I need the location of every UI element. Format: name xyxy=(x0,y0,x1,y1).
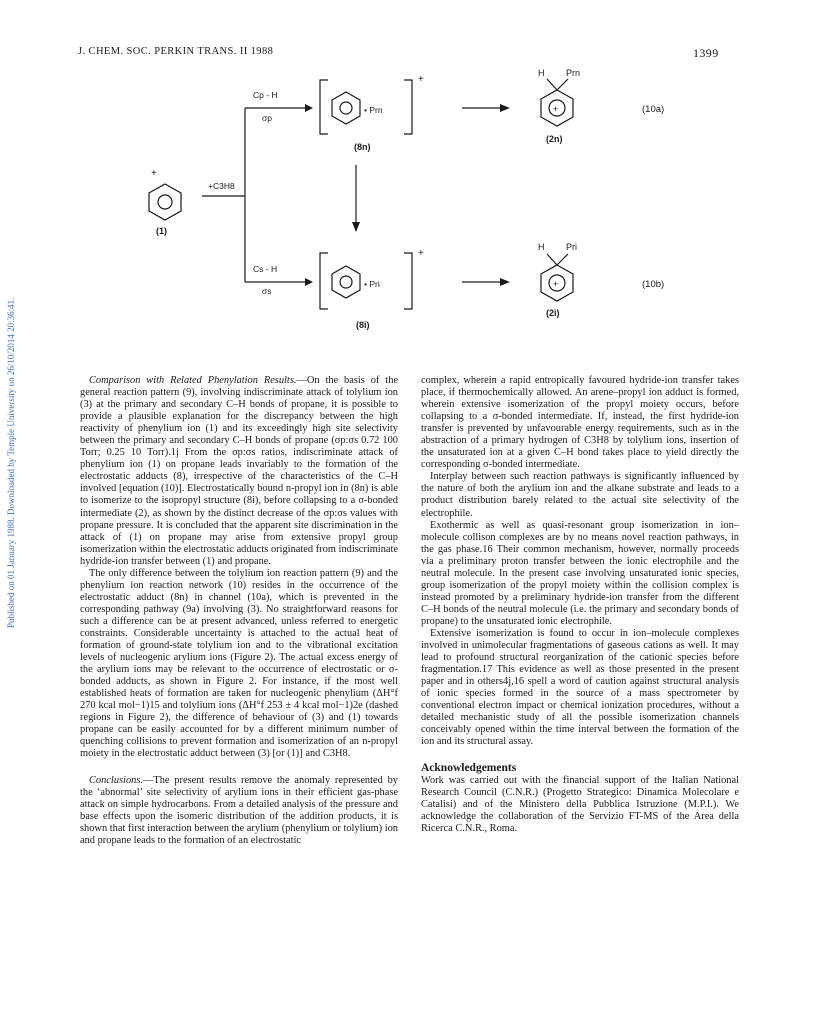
right-column xyxy=(421,375,739,835)
conclusions-heading: Conclusions. xyxy=(89,774,143,786)
isomerization-paragraph: Extensive isomerization is found to occur in ion–molecule complexes involved in unimolecular fragmentations of gaseous cations as well. It may lead to profound structural reorganization of the cationic species before fragmentation.17 This evidence as well as those presented in the present paper and in others4j,16 spell a word of caution against structural analysis of ionic species formed in the source of a mass spectrometer by conventional electron impact or chemical ionization procedures, without a detailed mechanistic study of all the possible isomerization channels conceivably opened within the time interval between the formation of the ion and its structural assay. xyxy=(421,627,739,748)
journal-header: J. CHEM. SOC. PERKIN TRANS. II 1988 xyxy=(78,46,274,57)
phenylium-ring xyxy=(149,184,181,220)
lower-arrow-top-label: Cs - H xyxy=(253,264,278,274)
adduct-8i-substituent: • Pri xyxy=(364,279,380,289)
reaction-scheme xyxy=(0,0,816,350)
complex-paragraph: complex, wherein a rapid entropically favoured hydride-ion transfer takes place, if thermochemically allowed. An arene–propyl ion adduct is formed, wherein extensive isomerization of the propyl moiety occurs, before collapsing to a σ-bonded intermediate. If, instead, the first hydride-ion transfer is prevented by unfavourable energy requirements, such as in the abstraction of a primary hydrogen of C3H8 by tolylium ions, insertion of the unsaturated ion at a given C–H bond takes place to yield directly the corresponding σ-bonded intermediate. xyxy=(421,375,739,471)
product-2n-h: H xyxy=(538,68,545,78)
equation-10b: (10b) xyxy=(642,279,665,290)
upper-arrow-bottom-label: σp xyxy=(262,113,272,123)
reactant-charge: + xyxy=(151,168,157,179)
product-2i-label: (2i) xyxy=(546,308,560,318)
comparison-heading: Comparison with Related Phenylation Results. xyxy=(89,375,297,386)
equation-10a: (10a) xyxy=(642,104,665,115)
reagent-label: +C3H8 xyxy=(208,181,235,191)
lower-arrow-bottom-label: σs xyxy=(262,286,272,296)
adduct-8n-label: (8n) xyxy=(354,142,371,152)
difference-paragraph: The only difference between the tolylium ion reaction pattern (9) and the phenylium ion reaction network (10) resides in the occurrence of the electrostatic adduct (8n) in channel (10a), which is prevented in the corresponding pathway (9a) involving (3). No straightforward reasons for such a difference can be at present advanced, unless referred to energetic constraints. Considerable uncertainty is attached to the actual heat of formation of ground-state tolylium ion and to the vibrational excitation levels of nucleogenic arylium ions (Figure 2). The actual excess energy of the arylium ions may be relevant to the occurrence of electrostatic or σ-bonded adducts, as shown in Figure 2. For instance, if the most well established heats of formation are taken for nucleogenic phenylium (ΔH°f 270 kcal mol−1)15 and tolylium ions (ΔH°f 253 ± 4 kcal mol−1)2e (dashed regions in Figure 2), the difference of behaviour of (3) and (1) towards propane can be easily accounted for by a different minimum number of quenching collisions to prevent formation and isomerization of an n-propyl moiety in the electrostatic adduct between (3) [or (1)] and C3H8. xyxy=(80,567,398,760)
product-2i-charge: + xyxy=(553,279,559,289)
upper-arrow-top-label: Cp - H xyxy=(253,90,278,100)
reactant-label: (1) xyxy=(156,226,167,236)
adduct-8i-charge: + xyxy=(418,248,424,259)
comparison-paragraph xyxy=(80,375,398,568)
page-number: 1399 xyxy=(693,46,719,60)
exothermic-paragraph: Exothermic as well as quasi-resonant group isomerization in ion–molecule collison complexes are by no means novel reaction pathways, in the gas phase.16 Their common mechanism, however, normally proceeds via a preliminary proton transfer between the ionic electrophile and the neutral molecule. In the present case involving unsaturated ionic species, group isomerization of the propyl moiety within the collision complex is instead promoted by a preliminary hydride-ion transfer from the different C–H bonds of the neutral molecule (i.e. the primary and secondary bonds of propane) to the unsaturated ionic electrophile. xyxy=(421,519,739,627)
product-2i xyxy=(541,254,573,301)
product-2n-substituent: Prn xyxy=(566,68,581,78)
adduct-8n-substituent: • Prn xyxy=(364,105,383,115)
left-column xyxy=(80,375,398,847)
acknowledgements-text: Work was carried out with the financial support of the Italian National Research Council (C.N.R.) (Progetto Strategico: Dinamica Molecolare e Catalisi) and of the Ministero della Pubblica Istruzione (M.P.I.). We acknowledge the collaboration of the Servizio FT-MS of the Area della Ricerca C.N.R., Roma. xyxy=(421,774,739,834)
adduct-8n-charge: + xyxy=(418,74,424,85)
product-2i-h: H xyxy=(538,242,545,252)
interplay-paragraph: Interplay between such reaction pathways is significantly influenced by the nature of both the arylium ion and the alkane substrate and leads to a product distribution barely related to the actual site selectivity of the electrophile. xyxy=(421,471,739,519)
adduct-8i-label: (8i) xyxy=(356,320,370,330)
conclusions-paragraph xyxy=(80,775,398,847)
product-2n-label: (2n) xyxy=(546,134,563,144)
conclusions-text: —The present results remove the anomaly represented by the ‘abnormal’ site selectivity of arylium ions in their efficient gas-phase attack on simple hydrocarbons. From a detailed analysis of the pressure and base effects upon the isomeric distribution of the addition products, it is shown that first interaction between the arylium (phenylium or tolylium) ion and propane leads to the formation of an electrostatic xyxy=(80,774,399,846)
product-2n-charge: + xyxy=(553,104,559,114)
product-2i-substituent: Pri xyxy=(566,242,577,252)
acknowledgements-heading: Acknowledgements xyxy=(421,762,517,775)
product-2n xyxy=(541,79,573,126)
comparison-text: —On the basis of the general reaction pattern (9), involving indiscriminate attack of tolylium ion (3) at the primary and secondary C–H bonds of propane, it is possible to provide a plausible explanation for the discrepancy between the high reactivity of phenylium ion (1) and its exceedingly high site selectivity between the primary and secondary C–H bonds of propane (σp:σs 0.72 100 Torr; 0.25 10 Torr).1j From the σp:σs ratios, indiscriminate attack of phenylium ion (1) on propane leads invariably to the formation of the electrostatic adducts (8), irrespective of the characteristics of the C–H involved [equation (10)]. Electrostatically bound n-propyl ion in (8n) is able to isomerize to the isopropyl structure (8i), before collapsing to a σ-bonded intermediate (2), as shown by the distinct decrease of the σp:σs values with propane pressure. It is concluded that the apparent site discrimination in the attack of (1) on propane may arise from extensive propyl group isomerization within the electrostatic adducts originated from indiscriminate hydride-ion transfer between (1) and propane. xyxy=(80,375,399,567)
download-note: Published on 01 January 1988. Downloaded by Temple University on 26/10/2014 20:36:41. xyxy=(6,297,16,628)
